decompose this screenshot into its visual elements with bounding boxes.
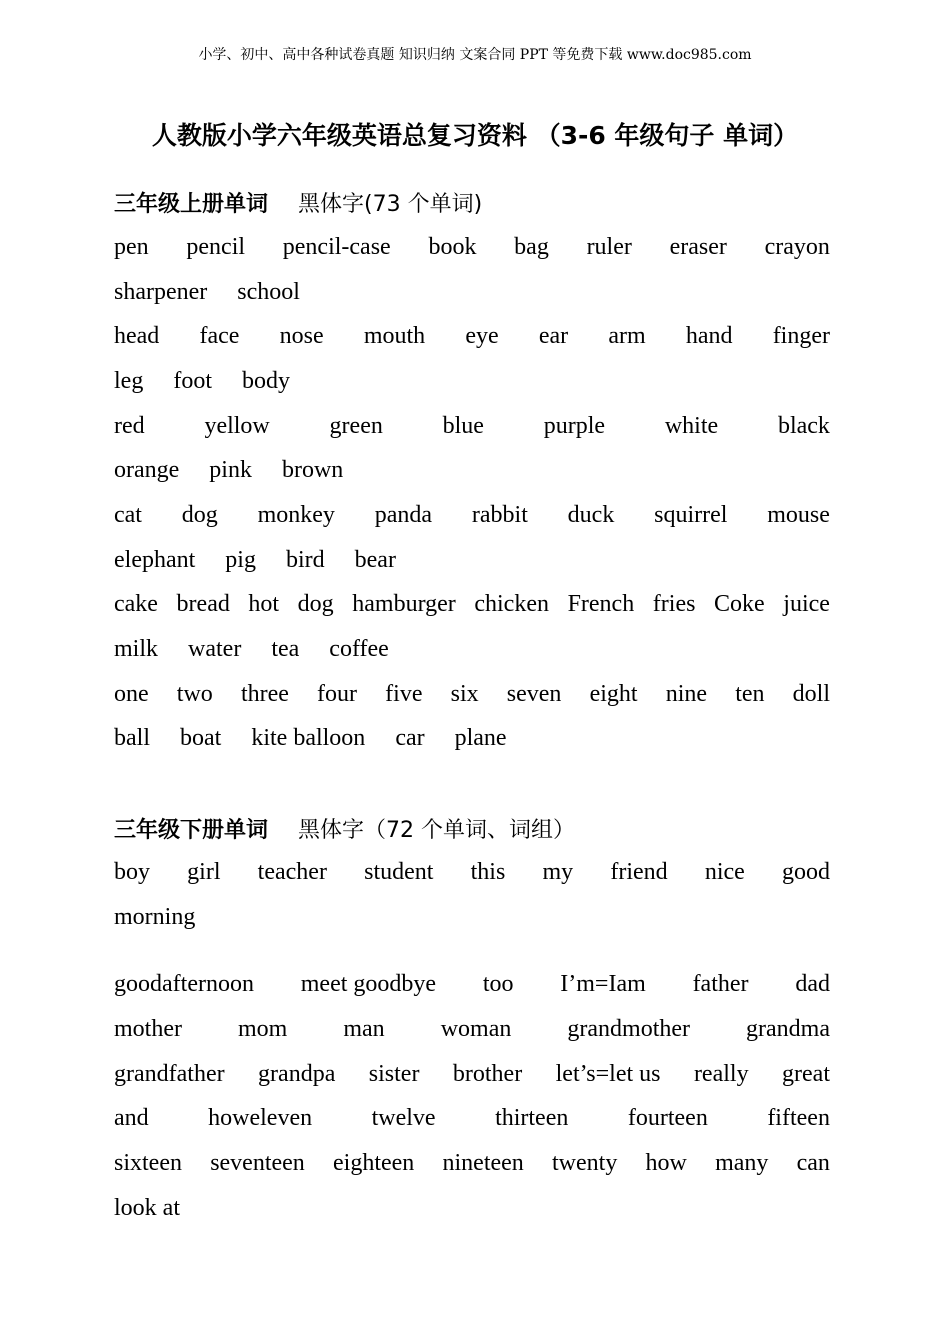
vocab-word: hamburger <box>352 591 456 617</box>
vocab-word: green <box>329 413 383 439</box>
vocab-word: ball <box>114 725 150 751</box>
word-line <box>114 413 830 447</box>
word-line <box>114 368 830 402</box>
section-heading-grade3-vol2 <box>114 813 575 844</box>
vocab-word: milk <box>114 636 159 662</box>
word-line <box>114 323 830 357</box>
vocab-word: seven <box>506 681 562 707</box>
vocab-word: twelve <box>371 1105 436 1131</box>
vocab-word: elephant <box>114 547 196 573</box>
vocab-word: mouse <box>767 502 830 528</box>
vocab-word: arm <box>608 323 646 349</box>
vocab-word: too <box>482 971 514 997</box>
vocab-word: chicken <box>474 591 549 617</box>
vocab-word: meet goodbye <box>300 971 437 997</box>
vocab-word: mouth <box>363 323 426 349</box>
vocab-word: boat <box>180 725 222 751</box>
vocab-word: three <box>240 681 289 707</box>
vocab-word: bird <box>285 547 325 573</box>
vocab-word: sixteen <box>114 1150 182 1176</box>
vocab-word: red <box>114 413 145 439</box>
vocab-word: woman <box>440 1016 512 1042</box>
word-line <box>114 591 830 625</box>
vocab-word: eighteen <box>333 1150 415 1176</box>
vocab-word: purple <box>543 413 606 439</box>
vocab-word: boy <box>114 859 150 885</box>
vocab-word: nine <box>665 681 708 707</box>
word-line <box>114 457 830 491</box>
vocab-word: morning <box>114 904 196 930</box>
vocab-word: four <box>317 681 358 707</box>
section-note: 黑体字(73 个单词) <box>298 192 483 217</box>
vocab-word: grandfather <box>114 1061 225 1087</box>
vocab-word: good <box>781 859 830 885</box>
vocab-word: father <box>692 971 749 997</box>
vocab-word: really <box>693 1061 749 1087</box>
vocab-word: friend <box>610 859 668 885</box>
vocab-word: thirteen <box>495 1105 569 1131</box>
vocab-word: grandmother <box>567 1016 690 1042</box>
vocab-word: nose <box>279 323 324 349</box>
vocab-word: book <box>428 234 477 260</box>
section-note: 黑体字（72 个单词、词组） <box>298 818 576 843</box>
vocab-word: pencil-case <box>282 234 391 260</box>
vocab-word: dad <box>795 971 830 997</box>
word-line <box>114 1150 830 1184</box>
vocab-word: this <box>470 859 506 885</box>
vocab-word: two <box>176 681 213 707</box>
vocab-word: Coke <box>714 591 765 617</box>
vocab-word: pencil <box>186 234 246 260</box>
vocab-word: coffee <box>329 636 389 662</box>
vocab-word: five <box>385 681 423 707</box>
vocab-word: grandpa <box>258 1061 336 1087</box>
vocab-word: many <box>715 1150 769 1176</box>
vocab-word: bag <box>514 234 549 260</box>
vocab-word: blue <box>442 413 484 439</box>
vocab-word: fourteen <box>627 1105 708 1131</box>
vocab-word: and <box>114 1105 149 1131</box>
vocab-word: bread <box>176 591 230 617</box>
vocab-word: doll <box>792 681 830 707</box>
vocab-word: cake <box>114 591 158 617</box>
vocab-word: one <box>114 681 149 707</box>
vocab-word: head <box>114 323 160 349</box>
word-line <box>114 725 830 759</box>
vocab-word: bear <box>354 547 396 573</box>
vocab-word: eight <box>589 681 638 707</box>
vocab-word: hand <box>685 323 733 349</box>
vocab-word: school <box>237 279 300 305</box>
vocab-word: ten <box>735 681 765 707</box>
vocab-word: tea <box>271 636 300 662</box>
vocab-word: how <box>645 1150 687 1176</box>
vocab-word: crayon <box>764 234 830 260</box>
vocab-word: sharpener <box>114 279 208 305</box>
vocab-word: can <box>796 1150 830 1176</box>
vocab-word: monkey <box>257 502 335 528</box>
vocab-word: dog <box>297 591 334 617</box>
vocab-word: body <box>242 368 290 394</box>
vocab-word: squirrel <box>654 502 728 528</box>
vocab-word: grandma <box>746 1016 830 1042</box>
vocab-word: duck <box>567 502 615 528</box>
vocab-word: man <box>343 1016 385 1042</box>
section-title: 三年级下册单词 <box>114 818 269 843</box>
word-line <box>114 502 830 536</box>
vocab-word: black <box>777 413 830 439</box>
vocab-word: brown <box>281 457 344 483</box>
document-title: 人教版小学六年级英语总复习资料 （3-6 年级句子 单词） <box>151 121 799 150</box>
word-line <box>114 1105 830 1139</box>
vocab-word: juice <box>783 591 830 617</box>
vocab-word: white <box>664 413 719 439</box>
word-line <box>114 1061 830 1095</box>
vocab-word: fifteen <box>767 1105 830 1131</box>
word-line <box>114 547 830 581</box>
vocab-word: finger <box>772 323 830 349</box>
vocab-word: brother <box>452 1061 523 1087</box>
page-header: 小学、初中、高中各种试卷真题 知识归纳 文案合同 PPT 等免费下载 www.doc985.com <box>198 47 752 63</box>
vocab-word: eraser <box>669 234 727 260</box>
vocab-word: nineteen <box>442 1150 524 1176</box>
vocab-word: I’m=Iam <box>560 971 646 997</box>
vocab-word: eye <box>465 323 499 349</box>
vocab-word: hot <box>248 591 280 617</box>
word-line <box>114 681 830 715</box>
vocab-word: howeleven <box>208 1105 313 1131</box>
word-line <box>114 1195 830 1229</box>
word-line <box>114 971 830 1005</box>
vocab-word: water <box>188 636 242 662</box>
vocab-word: plane <box>454 725 507 751</box>
vocab-word: dog <box>181 502 218 528</box>
vocab-word: six <box>450 681 479 707</box>
vocab-word: pink <box>209 457 252 483</box>
vocab-word: foot <box>173 368 212 394</box>
vocab-word: twenty <box>552 1150 618 1176</box>
section-title: 三年级上册单词 <box>114 192 269 217</box>
vocab-word: pen <box>114 234 149 260</box>
vocab-word: seventeen <box>210 1150 305 1176</box>
vocab-word: look at <box>114 1195 180 1221</box>
vocab-word: kite balloon <box>251 725 366 751</box>
vocab-word: girl <box>187 859 221 885</box>
word-line <box>114 234 830 268</box>
vocab-word: leg <box>114 368 144 394</box>
vocab-word: my <box>542 859 574 885</box>
vocab-word: student <box>364 859 434 885</box>
word-line <box>114 279 830 313</box>
vocab-word: French <box>567 591 635 617</box>
vocab-word: nice <box>704 859 745 885</box>
section-heading-grade3-vol1 <box>114 187 482 218</box>
vocab-word: let’s=let us <box>555 1061 661 1087</box>
vocab-word: mom <box>238 1016 288 1042</box>
vocab-word: teacher <box>257 859 327 885</box>
word-line <box>114 1016 830 1050</box>
vocab-word: rabbit <box>471 502 528 528</box>
vocab-word: pig <box>225 547 256 573</box>
word-line <box>114 904 830 938</box>
vocab-word: cat <box>114 502 142 528</box>
vocab-word: yellow <box>204 413 270 439</box>
word-line <box>114 636 830 670</box>
vocab-word: face <box>199 323 240 349</box>
vocab-word: mother <box>114 1016 182 1042</box>
vocab-word: panda <box>374 502 433 528</box>
word-line <box>114 859 830 893</box>
vocab-word: ear <box>538 323 569 349</box>
vocab-word: great <box>782 1061 830 1087</box>
vocab-word: orange <box>114 457 180 483</box>
vocab-word: ruler <box>586 234 632 260</box>
vocab-word: sister <box>368 1061 420 1087</box>
vocab-word: goodafternoon <box>114 971 254 997</box>
vocab-word: fries <box>652 591 696 617</box>
vocab-word: car <box>395 725 425 751</box>
